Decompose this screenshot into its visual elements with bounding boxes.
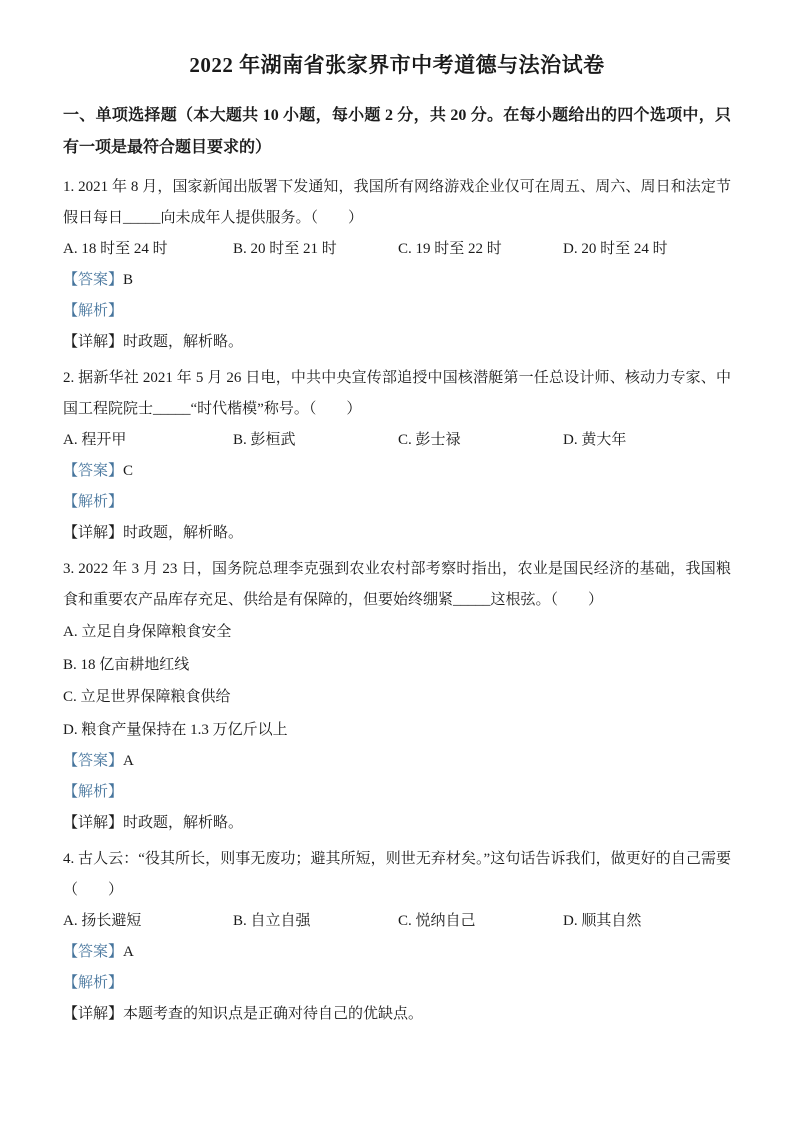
question-2 (63, 363, 731, 549)
question-2-stem: 2. 据新华社 2021 年 5 月 26 日电，中共中央宣传部追授中国核潜艇第一任总设计师、核动力专家、中国工程院院士_____“时代楷模”称号。（ ） (63, 370, 731, 417)
detail-label: 【详解】 (63, 815, 124, 831)
question-4-answer-value: A (123, 944, 134, 960)
analysis-label: 【解析】 (63, 975, 124, 991)
question-4-analysis-line (63, 968, 731, 999)
question-1-answer-value: B (123, 272, 134, 288)
section-header: 一、单项选择题（本大题共 10 小题，每小题 2 分，共 20 分。在每小题给出的四个选项中，只有一项是最符合题目要求的） (63, 107, 731, 156)
detail-label: 【详解】 (63, 525, 124, 541)
question-3-answer-line (63, 746, 731, 777)
question-4-answer-line (63, 937, 731, 968)
question-4-option-b: B. 自立自强 (233, 913, 311, 929)
question-2-detail-line (63, 518, 731, 549)
question-1-option-b: B. 20 时至 21 时 (233, 241, 337, 257)
question-4-detail-text: 本题考查的知识点是正确对待自己的优缺点。 (123, 1006, 424, 1022)
question-2-answer-value: C (123, 463, 134, 479)
question-1-stem: 1. 2021 年 8 月，国家新闻出版署下发通知，我国所有网络游戏企业仅可在周五、周六、周日和法定节假日每日_____向未成年人提供服务。（ ） (63, 179, 731, 226)
answer-label: 【答案】 (63, 944, 124, 960)
detail-label: 【详解】 (63, 1006, 124, 1022)
answer-label: 【答案】 (63, 463, 124, 479)
question-3-analysis-line (63, 777, 731, 808)
question-4-detail-line (63, 999, 731, 1030)
question-4-options (63, 906, 731, 937)
question-1-option-c: C. 19 时至 22 时 (398, 241, 502, 257)
detail-label: 【详解】 (63, 334, 124, 350)
question-2-option-b: B. 彭桓武 (233, 432, 296, 448)
question-3-option-c: C. 立足世界保障粮食供给 (63, 689, 231, 705)
question-4-option-a: A. 扬长避短 (63, 913, 142, 929)
question-3-options (63, 616, 731, 746)
question-1-detail-line (63, 327, 731, 358)
question-3-stem: 3. 2022 年 3 月 23 日，国务院总理李克强到农业农村部考察时指出，农业是国民经济的基础，我国粮食和重要农产品库存充足、供给是有保障的，但要始终绷紧_____这根弦。（ ） (63, 561, 731, 608)
question-3-option-b: B. 18 亿亩耕地红线 (63, 656, 190, 673)
question-1-options (63, 234, 731, 265)
question-4-option-d: D. 顺其自然 (563, 913, 642, 929)
question-2-options (63, 425, 731, 456)
question-1-option-a: A. 18 时至 24 时 (63, 241, 168, 257)
analysis-label: 【解析】 (63, 303, 124, 319)
analysis-label: 【解析】 (63, 494, 124, 510)
analysis-label: 【解析】 (63, 784, 124, 800)
question-3-option-a: A. 立足自身保障粮食安全 (63, 624, 232, 640)
question-3 (63, 554, 731, 839)
question-3-detail-text: 时政题，解析略。 (123, 815, 244, 831)
question-1-analysis-line (63, 296, 731, 327)
question-3-option-d: D. 粮食产量保持在 1.3 万亿斤以上 (63, 721, 288, 738)
page-title: 2022 年湖南省张家界市中考道德与法治试卷 (189, 53, 605, 77)
question-2-option-d: D. 黄大年 (563, 432, 627, 448)
question-2-analysis-line (63, 487, 731, 518)
question-2-answer-line (63, 456, 731, 487)
question-1 (63, 172, 731, 358)
question-4-option-c: C. 悦纳自己 (398, 913, 476, 929)
question-3-detail-line (63, 808, 731, 839)
question-2-option-a: A. 程开甲 (63, 432, 127, 448)
question-2-detail-text: 时政题，解析略。 (123, 525, 244, 541)
question-2-option-c: C. 彭士禄 (398, 432, 461, 448)
answer-label: 【答案】 (63, 272, 124, 288)
question-4-stem: 4. 古人云：“役其所长，则事无废功；避其所短，则世无弃材矣。”这句话告诉我们，做更好的自己需要（ ） (63, 851, 731, 898)
answer-label: 【答案】 (63, 753, 124, 769)
question-3-answer-value: A (123, 753, 134, 769)
question-1-option-d: D. 20 时至 24 时 (563, 241, 668, 257)
question-4 (63, 844, 731, 1030)
question-1-answer-line (63, 265, 731, 296)
question-1-detail-text: 时政题，解析略。 (123, 334, 244, 350)
